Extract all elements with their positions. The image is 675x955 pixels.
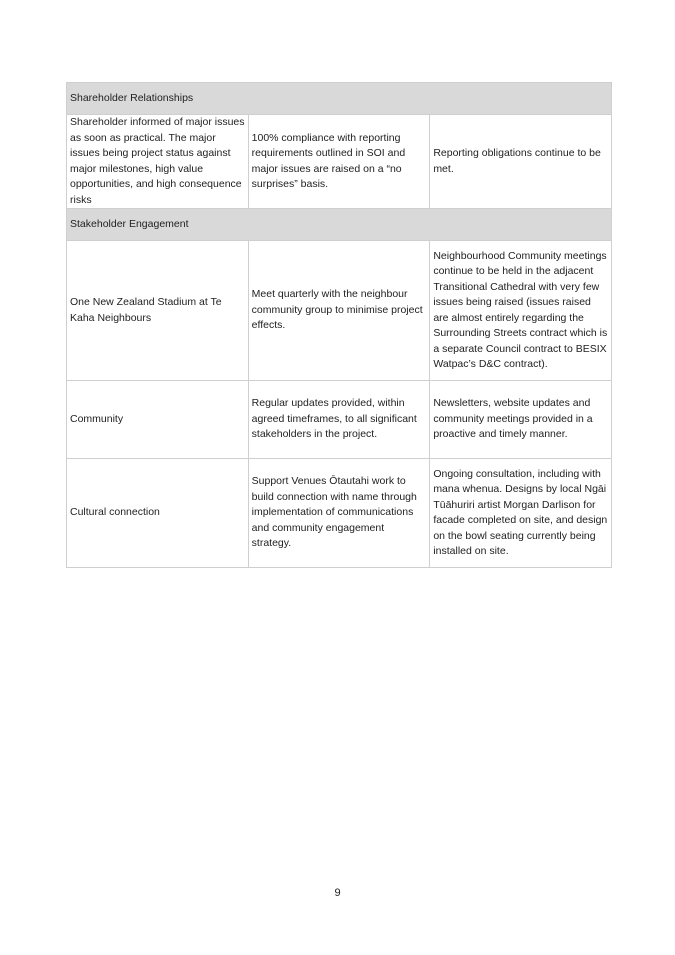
result-cell bbox=[430, 115, 612, 209]
target-text: Support Venues Ōtautahi work to build connection with name through implementation of communications and community engagement strategy. bbox=[251, 475, 417, 550]
table-row bbox=[67, 115, 612, 209]
section-header-row bbox=[67, 83, 612, 115]
result-cell bbox=[430, 459, 612, 568]
measure-cell bbox=[67, 381, 249, 459]
section-title-shareholder-relationships: Shareholder Relationships bbox=[67, 83, 612, 115]
measure-text: Cultural connection bbox=[70, 506, 160, 519]
result-cell bbox=[430, 241, 612, 381]
section-title-stakeholder-engagement: Stakeholder Engagement bbox=[67, 209, 612, 241]
page-number: 9 bbox=[334, 887, 341, 899]
target-cell bbox=[248, 115, 430, 209]
result-text: Reporting obligations continue to be met. bbox=[433, 147, 601, 175]
measure-text: Shareholder informed of major issues as soon as practical. The major issues being project status against major milestones, high value opportunities, and high consequence risks bbox=[70, 116, 245, 206]
result-text: Ongoing consultation, including with mana whenua. Designs by local Ngāi Tūāhuriri artist Morgan Darlison for facade completed on site, and design on the bowl seating currently being installed on site. bbox=[433, 467, 608, 557]
table-row bbox=[67, 459, 612, 568]
result-cell bbox=[430, 381, 612, 459]
target-cell bbox=[248, 381, 430, 459]
target-cell bbox=[248, 459, 430, 568]
measure-text: Community bbox=[70, 412, 124, 425]
measure-cell bbox=[67, 459, 249, 568]
target-text: 100% compliance with reporting requirements outlined in SOI and major issues are raised on a “no surprises” basis. bbox=[251, 131, 406, 190]
section-header-row bbox=[67, 209, 612, 241]
table-row bbox=[67, 241, 612, 381]
measure-cell bbox=[67, 115, 249, 209]
measure-text: One New Zealand Stadium at Te Kaha Neighbours bbox=[70, 296, 222, 324]
result-text: Neighbourhood Community meetings continue to be held in the adjacent Transitional Cathedral with very few issues being raised (issues raised are almost entirely regarding the Surrounding Streets contract which is a separate Council contract to BESIX Watpac’s D&C contract). bbox=[433, 249, 608, 370]
result-text: Newsletters, website updates and community meetings provided in a proactive and timely manner. bbox=[433, 397, 593, 441]
table-row bbox=[67, 381, 612, 459]
target-text: Meet quarterly with the neighbour community group to minimise project effects. bbox=[251, 288, 423, 332]
measure-cell bbox=[67, 241, 249, 381]
performance-table bbox=[66, 82, 612, 568]
target-cell bbox=[248, 241, 430, 381]
target-text: Regular updates provided, within agreed timeframes, to all significant stakeholders in the project. bbox=[251, 397, 417, 441]
